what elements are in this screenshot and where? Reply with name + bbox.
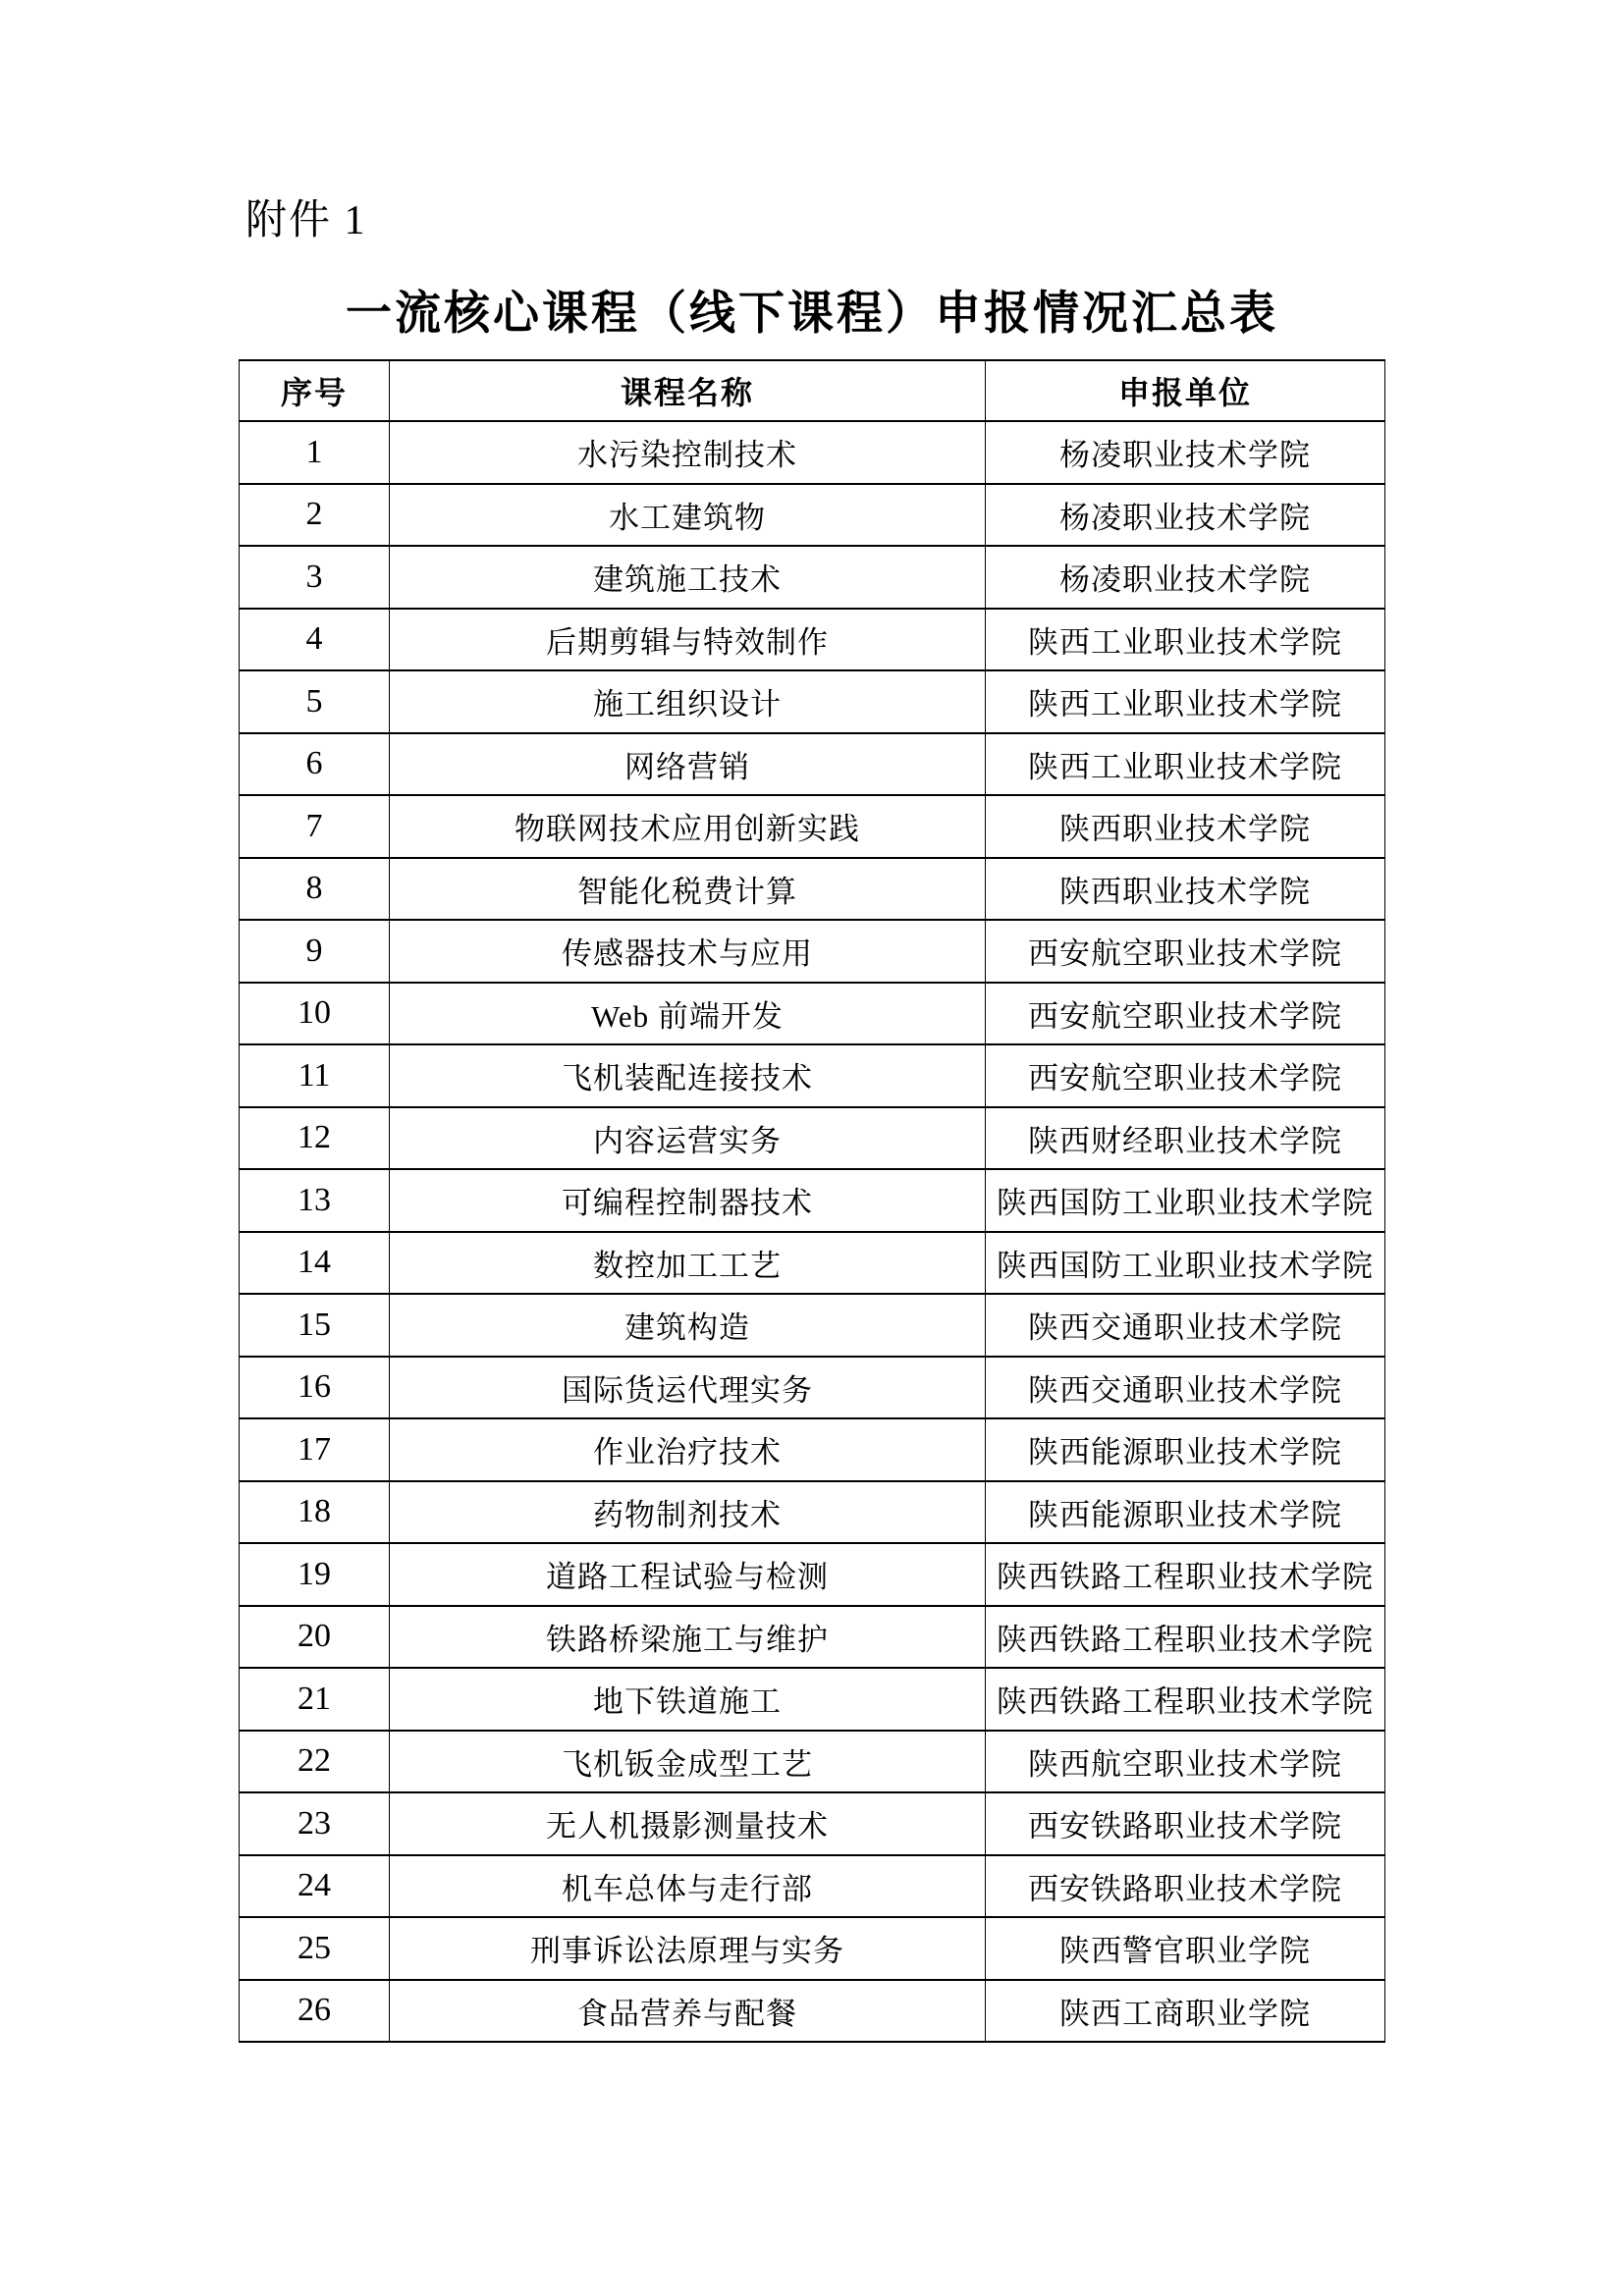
row-number-cell: 14 — [240, 1232, 390, 1295]
course-name-cell: 铁路桥梁施工与维护 — [390, 1606, 986, 1669]
table-body — [240, 421, 1385, 2042]
unit-cell: 西安铁路职业技术学院 — [986, 1792, 1385, 1855]
unit-cell: 西安航空职业技术学院 — [986, 1044, 1385, 1107]
row-number-cell: 24 — [240, 1855, 390, 1918]
row-number-cell: 18 — [240, 1481, 390, 1544]
row-number-cell: 4 — [240, 609, 390, 671]
course-name-cell: 水污染控制技术 — [390, 421, 986, 484]
course-name-cell: 建筑构造 — [390, 1294, 986, 1357]
table-row — [240, 1294, 1385, 1357]
table-row — [240, 920, 1385, 983]
unit-cell: 陕西工业职业技术学院 — [986, 609, 1385, 671]
row-number-cell: 17 — [240, 1418, 390, 1481]
table-row — [240, 1044, 1385, 1107]
unit-cell: 陕西财经职业技术学院 — [986, 1107, 1385, 1170]
table-row — [240, 484, 1385, 547]
row-number-cell: 6 — [240, 733, 390, 796]
table-row — [240, 983, 1385, 1045]
unit-cell: 陕西工业职业技术学院 — [986, 670, 1385, 733]
unit-cell: 杨凌职业技术学院 — [986, 421, 1385, 484]
row-number-cell: 16 — [240, 1357, 390, 1419]
course-name-cell: 道路工程试验与检测 — [390, 1543, 986, 1606]
unit-cell: 陕西航空职业技术学院 — [986, 1731, 1385, 1793]
row-number-cell: 7 — [240, 795, 390, 858]
row-number-cell: 25 — [240, 1917, 390, 1980]
row-number-cell: 21 — [240, 1668, 390, 1731]
unit-cell: 杨凌职业技术学院 — [986, 484, 1385, 547]
table-row — [240, 1980, 1385, 2043]
course-name-cell: 内容运营实务 — [390, 1107, 986, 1170]
course-name-cell: 数控加工工艺 — [390, 1232, 986, 1295]
course-name-cell: 网络营销 — [390, 733, 986, 796]
unit-cell: 陕西能源职业技术学院 — [986, 1418, 1385, 1481]
row-number-cell: 22 — [240, 1731, 390, 1793]
header-cell-index: 序号 — [240, 360, 390, 421]
course-name-cell: 刑事诉讼法原理与实务 — [390, 1917, 986, 1980]
table-row — [240, 546, 1385, 609]
unit-cell: 陕西铁路工程职业技术学院 — [986, 1606, 1385, 1669]
row-number-cell: 10 — [240, 983, 390, 1045]
row-number-cell: 23 — [240, 1792, 390, 1855]
table-row — [240, 1481, 1385, 1544]
unit-cell: 杨凌职业技术学院 — [986, 546, 1385, 609]
summary-table — [239, 359, 1385, 2043]
table-row — [240, 1418, 1385, 1481]
attachment-label: 附件 1 — [245, 198, 367, 243]
unit-cell: 西安航空职业技术学院 — [986, 920, 1385, 983]
row-number-cell: 5 — [240, 670, 390, 733]
row-number-cell: 19 — [240, 1543, 390, 1606]
course-name-cell: 后期剪辑与特效制作 — [390, 609, 986, 671]
course-name-cell: 无人机摄影测量技术 — [390, 1792, 986, 1855]
unit-cell: 陕西工业职业技术学院 — [986, 733, 1385, 796]
table-row — [240, 670, 1385, 733]
unit-cell: 陕西职业技术学院 — [986, 795, 1385, 858]
row-number-cell: 20 — [240, 1606, 390, 1669]
table-row — [240, 1107, 1385, 1170]
table-row — [240, 1232, 1385, 1295]
unit-cell: 陕西国防工业职业技术学院 — [986, 1169, 1385, 1232]
course-name-cell: 药物制剂技术 — [390, 1481, 986, 1544]
unit-cell: 西安铁路职业技术学院 — [986, 1855, 1385, 1918]
table-row — [240, 1606, 1385, 1669]
course-name-cell: 地下铁道施工 — [390, 1668, 986, 1731]
table-row — [240, 421, 1385, 484]
course-name-cell: 作业治疗技术 — [390, 1418, 986, 1481]
course-name-cell: 飞机装配连接技术 — [390, 1044, 986, 1107]
row-number-cell: 8 — [240, 858, 390, 921]
table-row — [240, 1668, 1385, 1731]
unit-cell: 陕西铁路工程职业技术学院 — [986, 1543, 1385, 1606]
course-name-cell: 可编程控制器技术 — [390, 1169, 986, 1232]
unit-cell: 陕西铁路工程职业技术学院 — [986, 1668, 1385, 1731]
row-number-cell: 9 — [240, 920, 390, 983]
row-number-cell: 26 — [240, 1980, 390, 2043]
header-cell-unit: 申报单位 — [986, 360, 1385, 421]
unit-cell: 陕西国防工业职业技术学院 — [986, 1232, 1385, 1295]
table-row — [240, 1731, 1385, 1793]
course-name-cell: 智能化税费计算 — [390, 858, 986, 921]
course-name-cell: 机车总体与走行部 — [390, 1855, 986, 1918]
row-number-cell: 12 — [240, 1107, 390, 1170]
table-row — [240, 1543, 1385, 1606]
table-row — [240, 1169, 1385, 1232]
unit-cell: 西安航空职业技术学院 — [986, 983, 1385, 1045]
table-row — [240, 1917, 1385, 1980]
unit-cell: 陕西交通职业技术学院 — [986, 1357, 1385, 1419]
row-number-cell: 3 — [240, 546, 390, 609]
table-row — [240, 733, 1385, 796]
table-row — [240, 609, 1385, 671]
course-name-cell: 建筑施工技术 — [390, 546, 986, 609]
course-name-cell: 食品营养与配餐 — [390, 1980, 986, 2043]
page-title: 一流核心课程（线下课程）申报情况汇总表 — [346, 287, 1278, 339]
course-name-cell: Web 前端开发 — [390, 983, 986, 1045]
course-name-cell: 传感器技术与应用 — [390, 920, 986, 983]
row-number-cell: 1 — [240, 421, 390, 484]
table-row — [240, 1357, 1385, 1419]
unit-cell: 陕西交通职业技术学院 — [986, 1294, 1385, 1357]
unit-cell: 陕西职业技术学院 — [986, 858, 1385, 921]
row-number-cell: 13 — [240, 1169, 390, 1232]
table-header-row — [240, 360, 1385, 421]
row-number-cell: 2 — [240, 484, 390, 547]
course-name-cell: 飞机钣金成型工艺 — [390, 1731, 986, 1793]
header-cell-course: 课程名称 — [390, 360, 986, 421]
table-row — [240, 795, 1385, 858]
row-number-cell: 11 — [240, 1044, 390, 1107]
unit-cell: 陕西工商职业学院 — [986, 1980, 1385, 2043]
course-name-cell: 施工组织设计 — [390, 670, 986, 733]
table-row — [240, 1855, 1385, 1918]
course-name-cell: 国际货运代理实务 — [390, 1357, 986, 1419]
table-row — [240, 1792, 1385, 1855]
course-name-cell: 物联网技术应用创新实践 — [390, 795, 986, 858]
unit-cell: 陕西能源职业技术学院 — [986, 1481, 1385, 1544]
table-row — [240, 858, 1385, 921]
unit-cell: 陕西警官职业学院 — [986, 1917, 1385, 1980]
course-name-cell: 水工建筑物 — [390, 484, 986, 547]
row-number-cell: 15 — [240, 1294, 390, 1357]
